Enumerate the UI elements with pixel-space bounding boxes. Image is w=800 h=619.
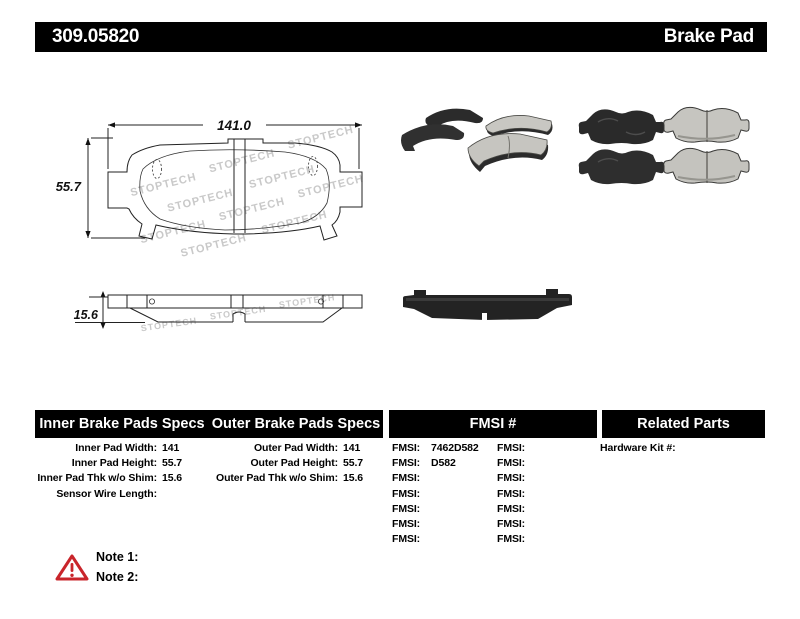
- spec-label: Outer Pad Height:: [250, 457, 338, 470]
- fmsi-value: 7462D582: [431, 442, 479, 454]
- fmsi-row: [392, 471, 479, 486]
- fmsi-label: FMSI:: [392, 457, 421, 470]
- related-label: Hardware Kit #:: [600, 442, 676, 454]
- brake-pad-photo-shape: [664, 107, 749, 142]
- fmsi-column-right: [497, 441, 536, 547]
- watermark-text: STOPTECH: [286, 123, 356, 152]
- fmsi-label: FMSI:: [392, 533, 421, 546]
- product-photos: [390, 88, 770, 338]
- watermark-text: STOPTECH: [217, 195, 287, 224]
- spec-value: 141: [162, 442, 180, 454]
- fmsi-header: FMSI #: [469, 416, 517, 432]
- warning-triangle-icon: [54, 553, 90, 583]
- related-parts-column: [600, 441, 681, 456]
- spec-label: Inner Pad Height:: [71, 457, 157, 470]
- brake-pad-photo-shape: [664, 148, 749, 183]
- inner-specs-column: [35, 441, 182, 502]
- fmsi-row: [392, 441, 479, 456]
- related-header-bar: [602, 410, 765, 438]
- spec-value: 55.7: [343, 457, 364, 470]
- spec-label: Outer Pad Thk w/o Shim:: [216, 472, 338, 485]
- fmsi-label: FMSI:: [392, 502, 421, 515]
- width-dim-label: 141.0: [217, 118, 251, 133]
- spec-value: 55.7: [162, 457, 183, 470]
- note-1-label: Note 1:: [96, 550, 139, 564]
- fmsi-label: FMSI:: [497, 472, 526, 485]
- fmsi-value: D582: [431, 457, 456, 470]
- fmsi-label: FMSI:: [392, 472, 421, 485]
- watermark-text: STOPTECH: [296, 172, 366, 201]
- fmsi-row: [497, 487, 536, 502]
- fmsi-label: FMSI:: [392, 442, 421, 454]
- spec-row: [35, 456, 182, 471]
- spec-value: 15.6: [343, 472, 364, 485]
- title-bar: [35, 22, 767, 52]
- watermark-text: STOPTECH: [179, 231, 249, 260]
- spec-value: 15.6: [162, 472, 183, 485]
- technical-drawing: [45, 105, 385, 345]
- rivet-hole: [149, 299, 154, 304]
- spec-row: [35, 487, 182, 502]
- fmsi-label: FMSI:: [497, 502, 526, 515]
- spec-row: [215, 441, 363, 456]
- outer-specs-column: [215, 441, 363, 487]
- watermark-text: STOPTECH: [138, 218, 208, 247]
- photo-pads-angled: [401, 109, 553, 172]
- brake-pad-photo-shape: [468, 134, 547, 166]
- watermark-text: STOPTECH: [209, 303, 267, 322]
- watermark-text: STOPTECH: [140, 315, 198, 334]
- thickness-dim-label: 15.6: [73, 308, 98, 322]
- fmsi-row: [392, 517, 479, 532]
- fmsi-row: [497, 502, 536, 517]
- fmsi-label: FMSI:: [497, 517, 526, 530]
- inner-specs-header: Inner Brake Pads Specs: [39, 416, 205, 432]
- watermark-text: STOPTECH: [166, 186, 235, 215]
- fmsi-header-bar: [389, 410, 597, 438]
- fmsi-row: [497, 517, 536, 532]
- fmsi-row: [497, 532, 536, 547]
- height-dim-label: 55.7: [55, 179, 81, 194]
- pad-slot-notch: [482, 313, 487, 320]
- fmsi-row: [497, 471, 536, 486]
- note-2-label: Note 2:: [96, 570, 139, 584]
- fmsi-row: [392, 502, 479, 517]
- brake-pad-photo-shape: [579, 149, 664, 184]
- fmsi-row: [392, 487, 479, 502]
- fmsi-row: [497, 456, 536, 471]
- fmsi-row: [392, 532, 479, 547]
- photo-pad-side: [403, 289, 572, 320]
- fmsi-label: FMSI:: [497, 457, 526, 470]
- spec-row: [215, 456, 363, 471]
- spec-row: [215, 471, 363, 486]
- spec-label: Sensor Wire Length:: [56, 487, 157, 500]
- photo-pads-flat: [579, 107, 749, 184]
- fmsi-row: [497, 441, 536, 456]
- pad-shading: [406, 298, 569, 301]
- fmsi-column-left: [392, 441, 479, 547]
- watermark-text: STOPTECH: [278, 292, 336, 310]
- spec-label: Inner Pad Width:: [75, 442, 157, 454]
- watermark-pattern-side: [140, 292, 337, 333]
- fmsi-label: FMSI:: [497, 442, 526, 454]
- watermark-text: STOPTECH: [129, 171, 198, 200]
- brake-pad-photo-shape: [403, 289, 572, 320]
- specs-header-bar: [35, 410, 383, 438]
- part-number: 309.05820: [52, 26, 140, 47]
- page-title: Brake Pad: [663, 26, 754, 47]
- watermark-text: STOPTECH: [247, 163, 317, 192]
- fmsi-row: [392, 456, 479, 471]
- fmsi-label: FMSI:: [497, 533, 526, 546]
- fmsi-label: FMSI:: [392, 487, 421, 500]
- brake-pad-photo-shape: [401, 124, 464, 151]
- watermark-text: STOPTECH: [260, 208, 329, 237]
- spec-value: 141: [343, 442, 361, 454]
- hidden-hole-mark: [153, 160, 162, 179]
- spec-label: Inner Pad Thk w/o Shim:: [37, 472, 157, 485]
- outer-specs-header: Outer Brake Pads Specs: [211, 416, 381, 432]
- spec-label: Outer Pad Width:: [253, 442, 338, 454]
- fmsi-label: FMSI:: [392, 517, 421, 530]
- related-parts-header: Related Parts: [637, 416, 730, 432]
- watermark-text: STOPTECH: [207, 147, 277, 176]
- brake-pad-photo-shape: [579, 109, 664, 144]
- spec-row: [35, 471, 182, 486]
- fmsi-label: FMSI:: [497, 487, 526, 500]
- related-row: [600, 441, 681, 456]
- spec-row: [35, 441, 182, 456]
